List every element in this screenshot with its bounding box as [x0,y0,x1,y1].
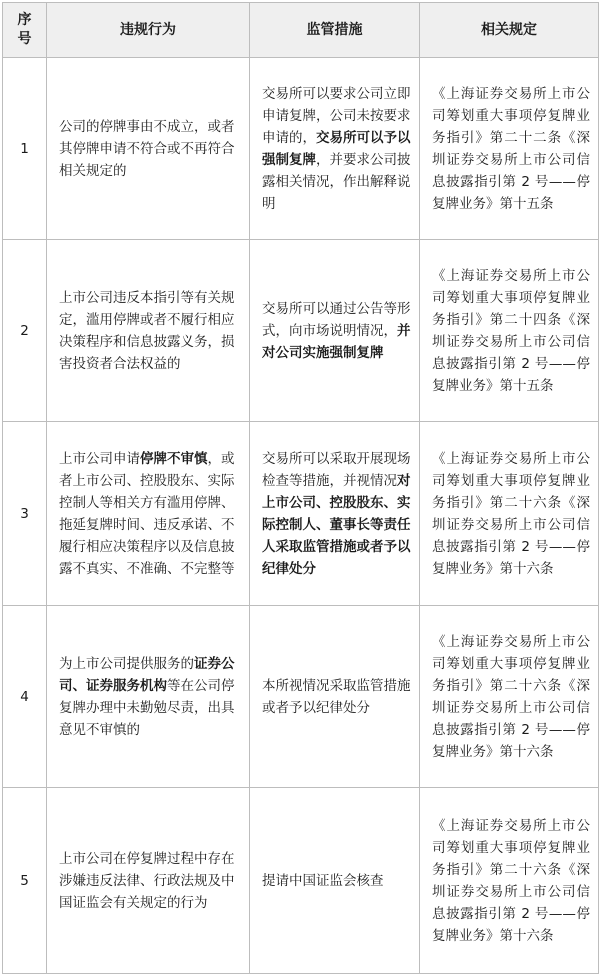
text-run: ，并要求公司披露相关情况，作出解释说明 [262,151,411,212]
bold-text: 停牌不审慎 [140,450,208,467]
text-run: 交易所可以通过公告等形式，向市场说明情况， [262,300,411,339]
violation-cell [47,606,250,788]
violation-cell [47,788,250,974]
text-run: 公司的停牌事由不成立，或者其停牌申请不符合或不再符合相关规定的 [59,118,235,179]
bold-text: 证券公司、证券服务机构 [59,655,235,694]
bold-text: 交易所可以予以强制复牌 [262,129,411,168]
header-no: 序号 [3,3,47,58]
row-number: 5 [3,788,47,974]
table-row [3,788,599,974]
row-number: 1 [3,58,47,240]
regulation-table [2,2,599,974]
measure-cell [250,606,420,788]
text-run: 上市公司在停复牌过程中存在涉嫌违反法律、行政法规及中国证监会有关规定的行为 [59,850,235,911]
table-row [3,58,599,240]
table-row [3,606,599,788]
text-run: 本所视情况采取监管措施或者予以纪律处分 [262,677,411,716]
regulation-cell: 《上海证券交易所上市公司筹划重大事项停复牌业务指引》第二十六条《深圳证券交易所上市公司信息披露指引第 2 号——停复牌业务》第十六条 [420,788,599,974]
measure-cell [250,58,420,240]
text-run: 上市公司违反本指引等有关规定，滥用停牌或者不履行相应决策程序和信息披露义务，损害投资者合法权益的 [59,289,235,372]
violation-cell [47,240,250,422]
text-run: 提请中国证监会核查 [262,872,384,889]
regulation-cell: 《上海证券交易所上市公司筹划重大事项停复牌业务指引》第二十六条《深圳证券交易所上市公司信息披露指引第 2 号——停复牌业务》第十六条 [420,606,599,788]
table-row [3,240,599,422]
measure-cell [250,422,420,606]
text-run: 交易所可以采取开展现场检查等措施，并视情况 [262,450,411,489]
header-violation: 违规行为 [47,3,250,58]
header-regulation: 相关规定 [420,3,599,58]
regulation-cell: 《上海证券交易所上市公司筹划重大事项停复牌业务指引》第二十二条《深圳证券交易所上市公司信息披露指引第 2 号——停复牌业务》第十五条 [420,58,599,240]
text-run: 为上市公司提供服务的 [59,655,194,672]
measure-cell [250,788,420,974]
header-measure: 监管措施 [250,3,420,58]
text-run: ，或者上市公司、控股股东、实际控制人等相关方有滥用停牌、拖延复牌时间、违反承诺、不履行相应决策程序以及信息披露不真实、不准确、不完整等 [59,450,235,577]
row-number: 4 [3,606,47,788]
table-row [3,422,599,606]
text-run: 上市公司申请 [59,450,140,467]
table-header-row [3,3,599,58]
text-run: 等在公司停复牌办理中未勤勉尽责，出具意见不审慎的 [59,677,235,738]
measure-cell [250,240,420,422]
row-number: 3 [3,422,47,606]
regulation-cell: 《上海证券交易所上市公司筹划重大事项停复牌业务指引》第二十四条《深圳证券交易所上市公司信息披露指引第 2 号——停复牌业务》第十五条 [420,240,599,422]
violation-cell [47,422,250,606]
row-number: 2 [3,240,47,422]
bold-text: 对上市公司、控股股东、实际控制人、董事长等责任人采取监管措施或者予以纪律处分 [262,472,411,577]
regulation-cell: 《上海证券交易所上市公司筹划重大事项停复牌业务指引》第二十六条《深圳证券交易所上市公司信息披露指引第 2 号——停复牌业务》第十六条 [420,422,599,606]
text-run: 交易所可以要求公司立即申请复牌，公司未按要求申请的， [262,85,411,146]
violation-cell [47,58,250,240]
bold-text: 并对公司实施强制复牌 [262,322,411,361]
